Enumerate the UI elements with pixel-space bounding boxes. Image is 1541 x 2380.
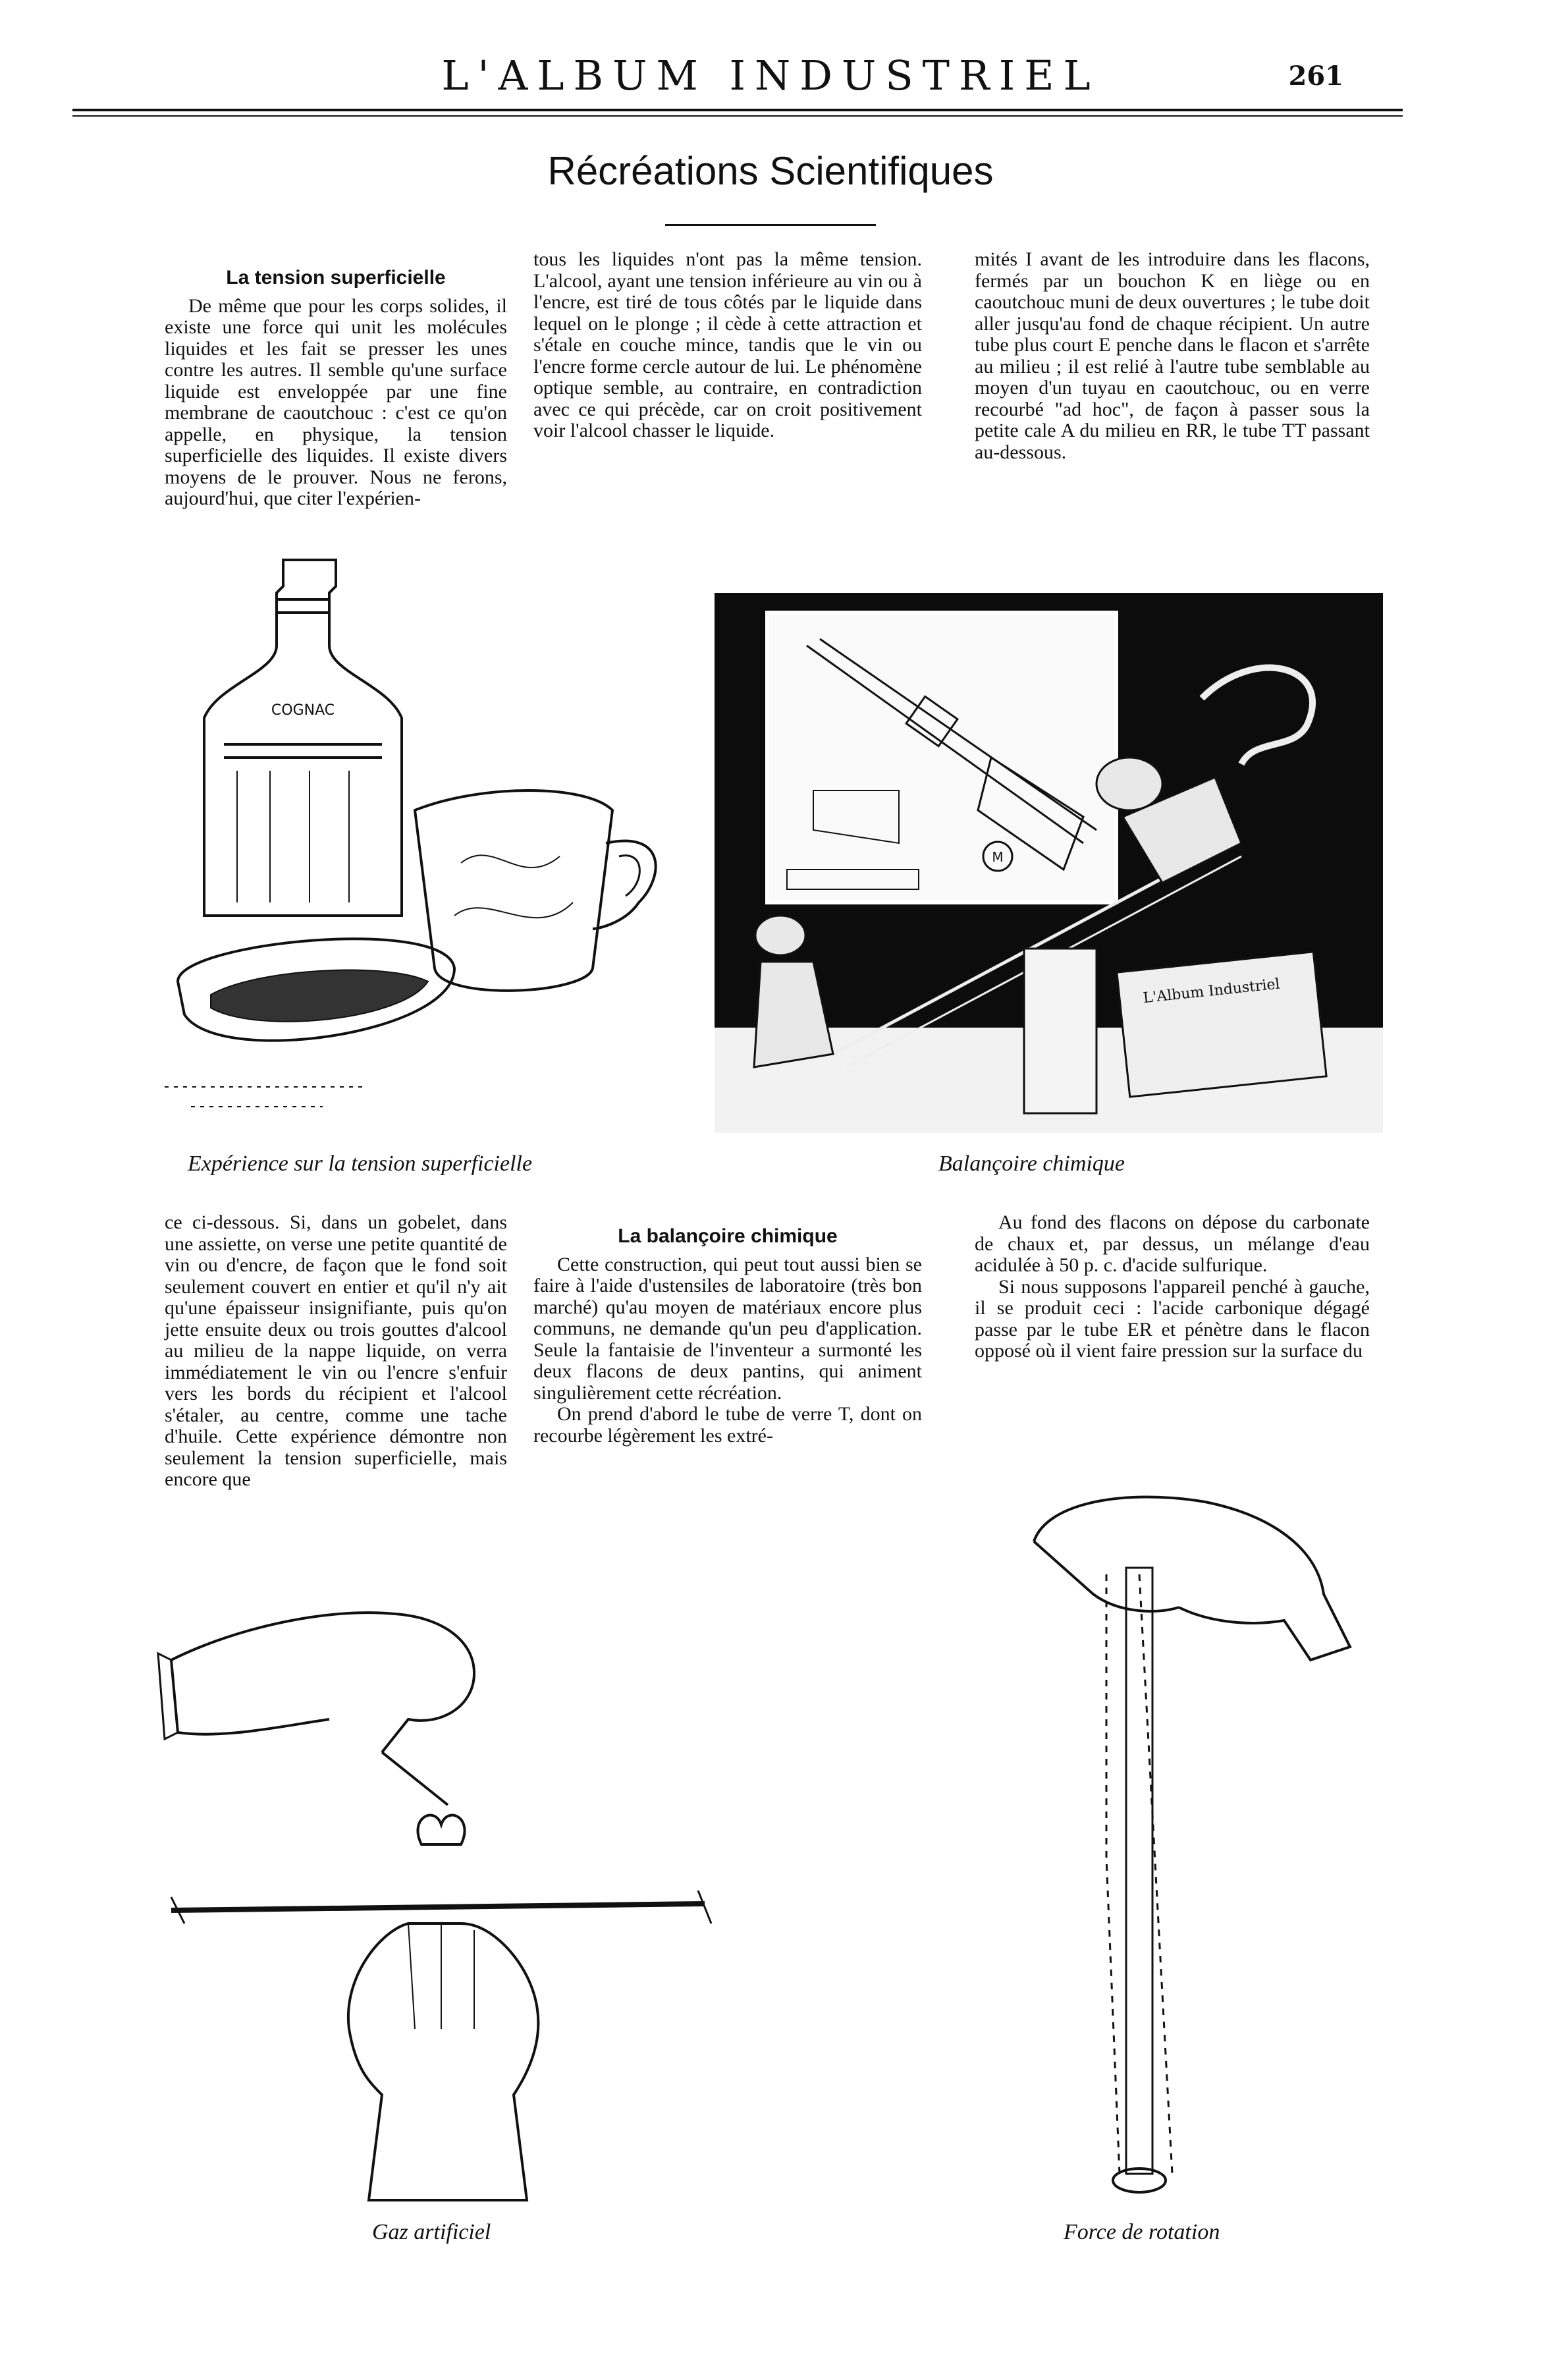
caption-rotation: Force de rotation [1064, 2220, 1220, 2244]
running-title: L'ALBUM INDUSTRIEL [441, 51, 1100, 99]
tube-bottom [1113, 2169, 1166, 2192]
caption-gaz: Gaz artificiel [372, 2220, 491, 2244]
paragraph: Cette construction, qui peut tout aussi bien se faire à l'aide d'ustensiles de laboratoire (très bon marché) qu'au moyen de matériaux encore plus communs, ne demande qu'un peu d'application. Seule la fantaisie de l'inventeur a surmonté les deux flacons de deux pantins, qui animent singulièrement cette récréation. [533, 1253, 922, 1404]
paragraph: mités I avant de les introduire dans les flacons, fermés par un bouchon K en liège ou en caoutchouc muni de deux ouvertures ; le tube doit aller jusqu'au fond de chaque récipient. Un autre tube plus court E penche dans le flacon et s'arrête au milieu ; il est relié à l'autre tube semblable au moyen d'un tuyau en caoutchouc, ou en verre recourbé "ad hoc", de façon à passer sous la petite cale A du milieu en RR, le tube TT passant au-dessous. [975, 248, 1370, 463]
cup-outline [415, 790, 612, 991]
figure-balancoire-illustration [715, 593, 1383, 1133]
title-rule [665, 224, 876, 226]
paragraph: On prend d'abord le tube de verre T, dont on recourbe légèrement les extré- [533, 1403, 922, 1447]
section-heading-tension: La tension superficielle [226, 267, 446, 289]
paragraph: Au fond des flacons on dépose du carbonate de chaux et, par dessus, un mélange d'eau acidulée à 50 p. c. d'acide sulfurique. [975, 1211, 1370, 1276]
header-rule-bottom [72, 115, 1403, 117]
match-stick [382, 1752, 448, 1805]
page-number: 261 [1288, 61, 1343, 92]
column-1-top [165, 263, 507, 510]
upper-hand [171, 1613, 474, 1752]
column-3-top [975, 249, 1370, 463]
caption-balancoire: Balançoire chimique [938, 1151, 1125, 1176]
paragraph: ce ci-dessous. Si, dans un gobelet, dans une assiette, on verse une petite quantité de vin ou d'encre, de façon que le fond soit seulement couvert en entier et qu'il n'y ait qu'une épaisseur insignifiante, puis qu'on jette ensuite deux ou trois gouttes d'alcool au milieu de la nappe liquide, on verra immédiatement le vin ou l'encre s'enfuir vers les bords du récipient et l'alcool s'étaler, au centre, comme une tache d'huile. Cette expérience démontre non seulement la tension superficielle, mais encore que [165, 1211, 507, 1490]
thread [1106, 1574, 1120, 2174]
column-1-bottom [165, 1212, 507, 1491]
paragraph: De même que pour les corps solides, il existe une force qui unit les molécules liquides et les fait se presser les unes contre les autres. Il semble qu'une surface liquide est enveloppée par une fine membrane de caoutchouc : c'est ce qu'on appelle, en physique, la tension superficielle des liquides. Il existe divers moyens de le prouver. Nous ne ferons, aujourd'hui, que citer l'expérien- [165, 294, 507, 509]
flame [418, 1815, 464, 1844]
column-3-bottom [975, 1212, 1370, 1362]
article-title: Récréations Scientifiques [547, 149, 994, 193]
left-puppet-head [755, 916, 805, 955]
right-puppet-head [1096, 758, 1162, 810]
inset-diagram-panel [767, 613, 1116, 902]
newspaper [1117, 952, 1326, 1097]
lower-hand [348, 1923, 539, 2200]
column-2-bottom [533, 1222, 922, 1447]
figure-tension-illustration [165, 547, 744, 1140]
bottle-label: COGNAC [271, 702, 335, 719]
central-block [1024, 949, 1096, 1113]
tube [1126, 1568, 1152, 2174]
paragraph: Si nous supposons l'appareil penché à gauche, il se produit ceci : l'acide carbonique dégagé passe par le tube ER et pénètre dans le flacon opposé où il vient faire pression sur la surface du [975, 1275, 1370, 1362]
section-heading-balancoire: La balançoire chimique [618, 1225, 838, 1247]
paragraph: tous les liquides n'ont pas la même tension. L'alcool, ayant une tension inférieure au vin ou à l'encre, est tiré de tous côtés par le liquide dans lequel on le plonge ; il cède à cette attraction et s'étale en couche mince, tandis que le vin ou l'encre forme cercle autour de lui. Le phénomène optique semble, au contraire, en contradiction avec ce qui précède, car on croit positivement voir l'alcool chasser le liquide. [533, 248, 922, 441]
header-rule-top [72, 109, 1403, 111]
column-2-top [533, 249, 922, 442]
twig [171, 1904, 705, 1910]
diagram-label-m: M [992, 849, 1004, 865]
newspaper-label: L'Album Industriel [1142, 976, 1281, 1007]
figure-gaz-artificiel-illustration [132, 1555, 790, 2213]
holding-hand [1034, 1497, 1350, 1661]
caption-tension: Expérience sur la tension superficielle [188, 1151, 533, 1176]
figure-force-rotation-illustration [1008, 1462, 1376, 2213]
